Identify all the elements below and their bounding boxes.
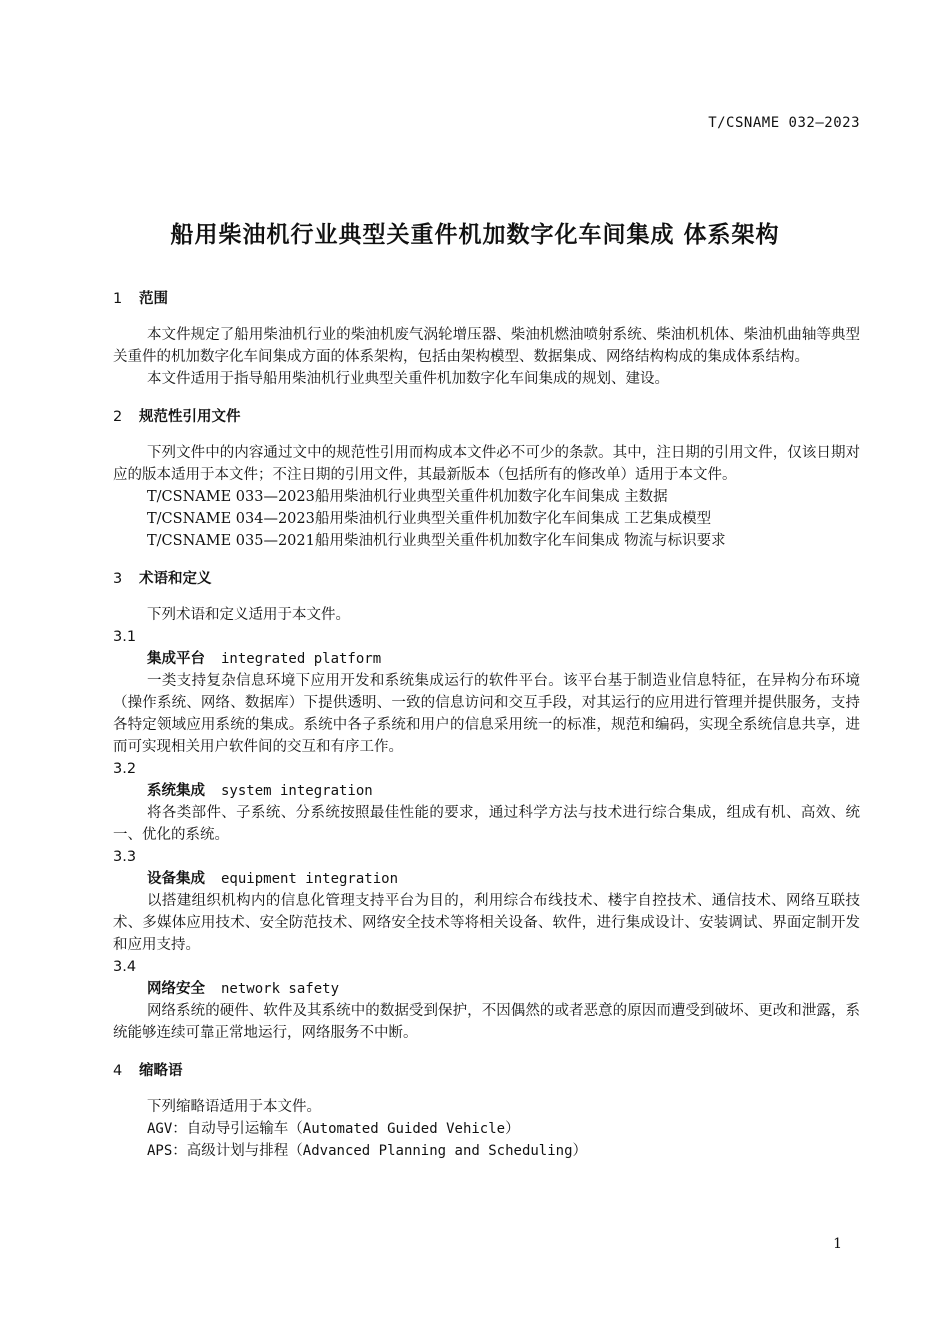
abbreviation-item — [113, 1118, 860, 1140]
reference-code: T/CSNAME 033—2023 — [147, 489, 315, 505]
term-definition: 网络系统的硬件、软件及其系统中的数据受到保护，不因偶然的或者恶意的原因而遭受到破坏、更改和泄露，系统能够连续可靠正常地运行，网络服务不中断。 — [113, 1003, 860, 1041]
abbreviation-english: Advanced Planning and Scheduling — [302, 1143, 573, 1159]
term-english: network safety — [221, 981, 340, 997]
document-title: 船用柴油机行业典型关重件机加数字化车间集成 体系架构 — [170, 222, 780, 248]
term-english: equipment integration — [221, 871, 399, 887]
page-number: 1 — [833, 1236, 842, 1252]
section-heading-normative-references — [113, 406, 860, 428]
term-entry — [113, 868, 860, 890]
abbreviation-code: AGV — [147, 1121, 173, 1137]
section-title: 范围 — [139, 291, 168, 307]
term-name: 设备集成 — [147, 871, 205, 887]
term-entry — [113, 648, 860, 670]
term-number: 3.4 — [113, 959, 137, 975]
term-english: system integration — [221, 783, 373, 799]
term-number: 3.2 — [113, 761, 137, 777]
section-heading-scope — [113, 288, 860, 310]
term-number: 3.3 — [113, 849, 137, 865]
term-english: integrated platform — [221, 651, 382, 667]
paragraph: 下列缩略语适用于本文件。 — [147, 1099, 321, 1115]
reference-code: T/CSNAME 035—2021 — [147, 533, 315, 549]
term-definition: 将各类部件、子系统、分系统按照最佳性能的要求，通过科学方法与技术进行综合集成，组成有机、高效、统一、优化的系统。 — [113, 805, 860, 843]
term-name: 系统集成 — [147, 783, 205, 799]
paragraph: 本文件适用于指导船用柴油机行业典型关重件机加数字化车间集成的规划、建设。 — [147, 371, 669, 387]
abbreviation-close: ） — [572, 1143, 588, 1159]
section-number: 4 — [113, 1063, 123, 1079]
paragraph: 本文件规定了船用柴油机行业的柴油机废气涡轮增压器、柴油机燃油喷射系统、柴油机机体、柴油机曲轴等典型关重件的机加数字化车间集成方面的体系架构，包括由架构模型、数据集成、网络结构构成的集成体系结构。 — [113, 327, 860, 365]
term-name: 集成平台 — [147, 651, 205, 667]
abbreviation-item — [113, 1140, 860, 1162]
reference-title: 船用柴油机行业典型关重件机加数字化车间集成 主数据 — [315, 489, 668, 505]
paragraph: 下列文件中的内容通过文中的规范性引用而构成本文件必不可少的条款。其中，注日期的引用文件，仅该日期对应的版本适用于本文件；不注日期的引用文件，其最新版本（包括所有的修改单）适用于本文件。 — [113, 445, 860, 483]
section-heading-terms-definitions — [113, 568, 860, 590]
section-title: 规范性引用文件 — [139, 409, 241, 425]
abbreviation-close: ） — [505, 1121, 520, 1137]
section-number: 2 — [113, 409, 123, 425]
reference-code: T/CSNAME 034—2023 — [147, 511, 315, 527]
section-number: 3 — [113, 571, 123, 587]
term-definition: 以搭建组织机构内的信息化管理支持平台为目的，利用综合布线技术、楼宇自控技术、通信技术、网络互联技术、多媒体应用技术、安全防范技术、网络安全技术等将相关设备、软件，进行集成设计、安装调试、界面定制开发和应用支持。 — [113, 893, 860, 953]
term-name: 网络安全 — [147, 981, 205, 997]
section-heading-abbreviations — [113, 1060, 860, 1082]
abbreviation-chinese: ：高级计划与排程（ — [172, 1143, 303, 1159]
section-title: 术语和定义 — [139, 571, 212, 587]
reference-item — [113, 508, 860, 530]
abbreviation-english: Automated Guided Vehicle — [302, 1121, 506, 1137]
section-number: 1 — [113, 291, 123, 307]
abbreviation-code: APS — [147, 1143, 173, 1159]
paragraph: 下列术语和定义适用于本文件。 — [147, 607, 350, 623]
reference-item — [113, 486, 860, 508]
abbreviation-chinese: ：自动导引运输车（ — [172, 1121, 303, 1137]
term-entry — [113, 780, 860, 802]
document-body — [113, 288, 860, 1162]
reference-title: 船用柴油机行业典型关重件机加数字化车间集成 物流与标识要求 — [315, 533, 726, 549]
term-number: 3.1 — [113, 629, 137, 645]
section-title: 缩略语 — [139, 1063, 183, 1079]
document-code: T/CSNAME 032—2023 — [708, 115, 860, 131]
term-definition: 一类支持复杂信息环境下应用开发和系统集成运行的软件平台。该平台基于制造业信息特征，在异构分布环境（操作系统、网络、数据库）下提供透明、一致的信息访问和交互手段，对其运行的应用进行管理并提供服务，支持各特定领域应用系统的集成。系统中各子系统和用户的信息采用统一的标准，规范和编码，实现全系统信息共享，进而可实现相关用户软件间的交互和有序工作。 — [113, 673, 860, 755]
term-entry — [113, 978, 860, 1000]
reference-title: 船用柴油机行业典型关重件机加数字化车间集成 工艺集成模型 — [315, 511, 712, 527]
reference-item — [113, 530, 860, 552]
